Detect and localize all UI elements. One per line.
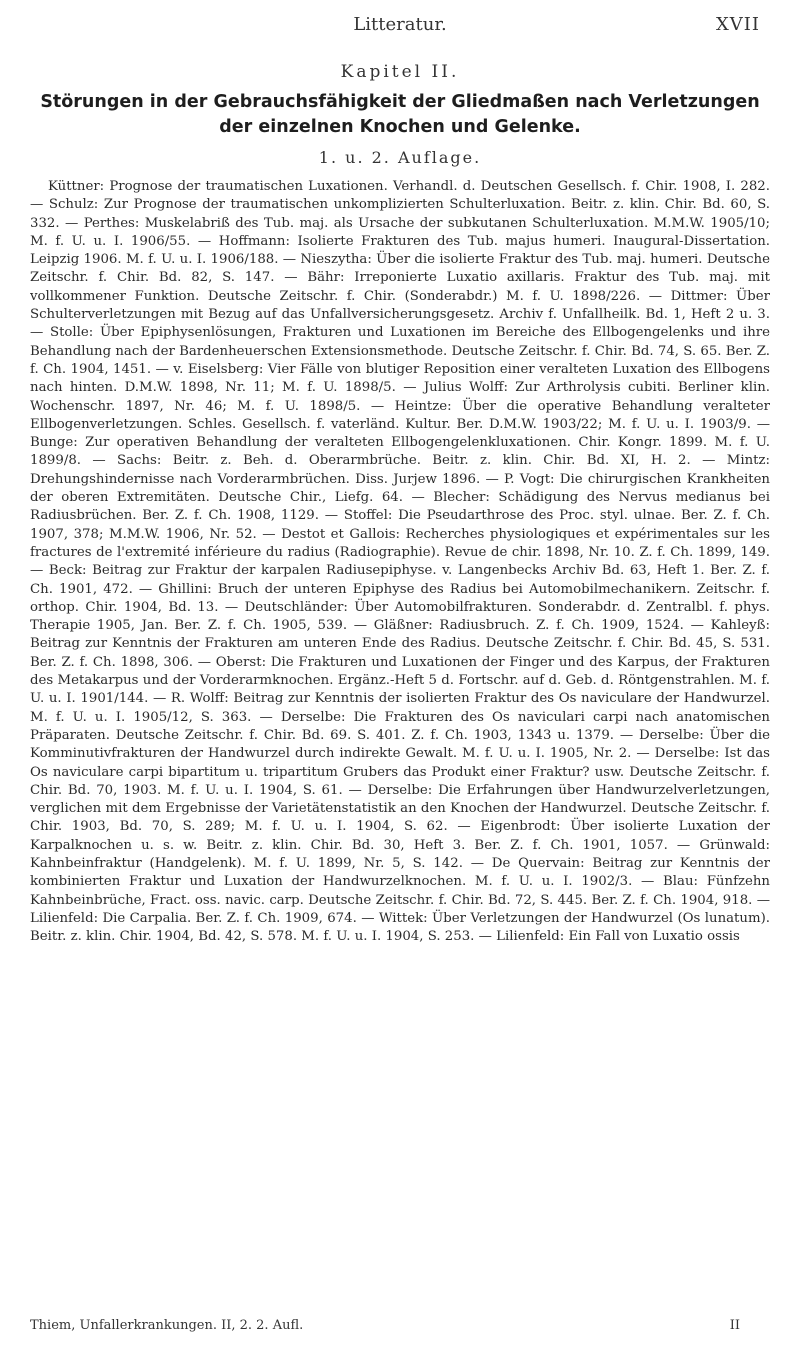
edition-label: 1. u. 2. Auflage.	[318, 148, 482, 167]
chapter-label: Kapitel II.	[340, 62, 460, 82]
footer-signature: Thiem, Unfallerkrankungen. II, 2. 2. Aufl.	[30, 1318, 304, 1333]
running-head-page-number: XVII	[715, 14, 760, 35]
page-footer	[30, 1318, 770, 1342]
running-head-title: Litteratur.	[353, 14, 447, 35]
running-head	[0, 8, 800, 38]
section-heading: Störungen in der Gebrauchsfähigkeit der Gliedmaßen nach Verletzungen der einzelnen Knochen und Gelenke.	[40, 92, 760, 137]
bibliography-paragraph: Küttner: Prognose der traumatischen Luxationen. Verhandl. d. Deutschen Gesellsch. f. Chir. 1908, I. 282. — Schulz: Zur Prognose der traumatischen unkomplizierten Schulterluxation. Beitr. z. klin. Chir. Bd. 60, S. 332. — Perthes: Muskelabriß des Tub. maj. als Ursache der subkutanen Schulterluxation. M.M.W. 1905/10; M. f. U. u. I. 1906/55. — Hoffmann: Isolierte Frakturen des Tub. majus humeri. Inaugural-Dissertation. Leipzig 1906. M. f. U. u. I. 1906/188. — Nieszytha: Über die isolierte Fraktur des Tub. maj. humeri. Deutsche Zeitschr. f. Chir. Bd. 82, S. 147. — Bähr: Irreponierte Luxatio axillaris. Fraktur des Tub. maj. mit vollkommener Funktion. Deutsche Zeitschr. f. Chir. (Sonderabdr.) M. f. U. 1898/226. — Dittmer: Über Schulterverletzungen mit Bezug auf das Unfallversicherungsgesetz. Archiv f. Unfallheilk. Bd. 1, Heft 2 u. 3. — Stolle: Über Epiphysenlösungen, Frakturen und Luxationen im Bereiche des Ellbogengelenks und ihre Behandlung nach der Bardenheuerschen Extensionsmethode. Deutsche Zeitschr. f. Chir. Bd. 74, S. 65. Ber. Z. f. Ch. 1904, 1451. — v. Eiselsberg: Vier Fälle von blutiger Reposition einer veralteten Luxation des Ellbogens nach hinten. D.M.W. 1898, Nr. 11; M. f. U. 1898/5. — Julius Wolff: Zur Arthrolysis cubiti. Berliner klin. Wochenschr. 1897, Nr. 46; M. f. U. 1898/5. — Heintze: Über die operative Behandlung veralteter Ellbogenverletzungen. Schles. Gesellsch. f. vaterländ. Kultur. Ber. D.M.W. 1903/22; M. f. U. u. I. 1903/9. — Bunge: Zur operativen Behandlung der veralteten Ellbogengelenkluxationen. Chir. Kongr. 1899. M. f. U. 1899/8. — Sachs: Beitr. z. Beh. d. Oberarmbrüche. Beitr. z. klin. Chir. Bd. XI, H. 2. — Mintz: Drehungshindernisse nach Vorderarmbrüchen. Diss. Jurjew 1896. — P. Vogt: Die chirurgischen Krankheiten der oberen Extremitäten. Deutsche Chir., Liefg. 64. — Blecher: Schädigung des Nervus medianus bei Radiusbrüchen. Ber. Z. f. Ch. 1908, 1129. — Stoffel: Die Pseudarthrose des Proc. styl. ulnae. Ber. Z. f. Ch. 1907, 378; M.M.W. 1906, Nr. 52. — Destot et Gallois: Recherches physiologiques et expérimentales sur les fractures de l'extremité inférieure du radius (Radiographie). Revue de chir. 1898, Nr. 10. Z. f. Ch. 1899, 149. — Beck: Beitrag zur Fraktur der karpalen Radiusepiphyse. v. Langenbecks Archiv Bd. 63, Heft 1. Ber. Z. f. Ch. 1901, 472. — Ghillini: Bruch der unteren Epiphyse des Radius bei Automobilmechanikern. Zeitschr. f. orthop. Chir. 1904, Bd. 13. — Deutschländer: Über Automobilfrakturen. Sonderabdr. d. Zentralbl. f. phys. Therapie 1905, Jan. Ber. Z. f. Ch. 1905, 539. — Gläßner: Radiusbruch. Z. f. Ch. 1909, 1524. — Kahleyß: Beitrag zur Kenntnis der Frakturen am unteren Ende des Radius. Deutsche Zeitschr. f. Chir. Bd. 45, S. 531. Ber. Z. f. Ch. 1898, 306. — Oberst: Die Frakturen und Luxationen der Finger und des Karpus, der Frakturen des Metakarpus und der Vorderarmknochen. Ergänz.-Heft 5 d. Fortschr. auf d. Geb. d. Röntgenstrahlen. M. f. U. u. I. 1901/144. — R. Wolff: Beitrag zur Kenntnis der isolierten Fraktur des Os naviculare der Handwurzel. M. f. U. u. I. 1905/12, S. 363. — Derselbe: Die Frakturen des Os naviculari carpi nach anatomischen Präparaten. Deutsche Zeitschr. f. Chir. Bd. 69. S. 401. Z. f. Ch. 1903, 1343 u. 1379. — Derselbe: Über die Komminutivfrakturen der Handwurzel durch indirekte Gewalt. M. f. U. u. I. 1905, Nr. 2. — Derselbe: Ist das Os naviculare carpi bipartitum u. tripartitum Grubers das Produkt einer Fraktur? usw. Deutsche Zeitschr. f. Chir. Bd. 70, 1903. M. f. U. u. I. 1904, S. 61. — Derselbe: Die Erfahrungen über Handwurzelverletzungen, verglichen mit dem Ergebnisse der Varietätenstatistik an den Knochen der Handwurzel. Deutsche Zeitschr. f. Chir. 1903, Bd. 70, S. 289; M. f. U. u. I. 1904, S. 62. — Eigenbrodt: Über isolierte Luxation der Karpalknochen u. s. w. Beitr. z. klin. Chir. Bd. 30, Heft 3. Ber. Z. f. Ch. 1901, 1057. — Grünwald: Kahnbeinfraktur (Handgelenk). M. f. U. 1899, Nr. 5, S. 142. — De Quervain: Beitrag zur Kenntnis der kombinierten Fraktur und Luxation der Handwurzelknochen. M. f. U. u. I. 1902/3. — Blau: Fünfzehn Kahnbeinbrüche, Fract. oss. navic. carp. Deutsche Zeitschr. f. Chir. Bd. 72, S. 445. Ber. Z. f. Ch. 1904, 918. — Lilienfeld: Die Carpalia. Ber. Z. f. Ch. 1909, 674. — Wittek: Über Verletzungen der Handwurzel (Os lunatum). Beitr. z. klin. Chir. 1904, Bd. 42, S. 578. M. f. U. u. I. 1904, S. 253. — Lilienfeld: Ein Fall von Luxatio ossis	[30, 179, 770, 945]
footer-sheet-number: II	[729, 1318, 740, 1333]
